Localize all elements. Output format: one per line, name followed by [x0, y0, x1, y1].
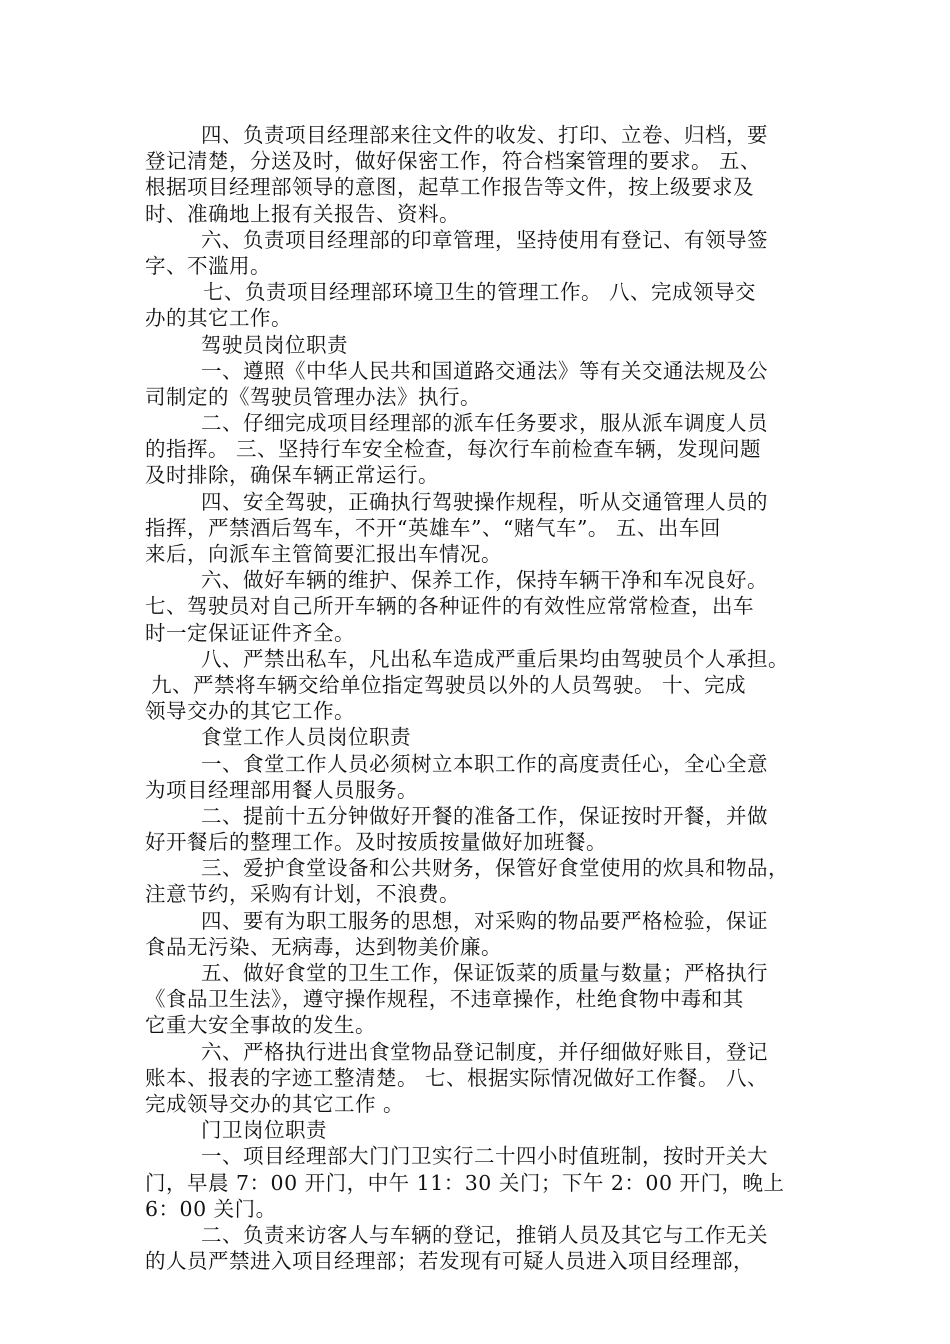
text-line: 七、负责项目经理部环境卫生的管理工作。 八、完成领导交	[203, 280, 757, 305]
text-line: 一、项目经理部大门门卫实行二十四小时值班制，按时开关大	[201, 1144, 768, 1169]
text-line: 《食品卫生法》，遵守操作规程，不违章操作，杜绝食物中毒和其	[145, 987, 744, 1012]
text-line: 六、严格执行进出食堂物品登记制度，并仔细做好账目，登记	[201, 1039, 768, 1064]
text-line: 根据项目经理部领导的意图，起草工作报告等文件，按上级要求及	[145, 175, 754, 200]
text-line: 它重大安全事故的发生。	[145, 1013, 376, 1038]
text-line: 食品无污染、无病毒，达到物美价廉。	[145, 934, 502, 959]
text-line: 为项目经理部用餐人员服务。	[145, 777, 418, 802]
document-body	[145, 122, 815, 1274]
text-line: 字、不滥用。	[145, 253, 271, 278]
text-line: 二、仔细完成项目经理部的派车任务要求，服从派车调度人员	[201, 411, 768, 436]
text-line: 九、严禁将车辆交给单位指定驾驶员以外的人员驾驶。 十、完成	[151, 672, 747, 697]
text-line: 登记清楚，分送及时，做好保密工作，符合档案管理的要求。 五、	[145, 149, 762, 174]
text-line: 二、负责来访客人与车辆的登记，推销人员及其它与工作无关	[201, 1222, 768, 1247]
text-line: 三、爱护食堂设备和公共财务，保管好食堂使用的炊具和物品，	[201, 856, 789, 881]
text-line: 6：00 关门。	[145, 1196, 277, 1221]
section-heading-driver: 驾驶员岗位职责	[201, 332, 348, 357]
text-line: 四、安全驾驶，正确执行驾驶操作规程，听从交通管理人员的	[201, 489, 768, 514]
text-line: 门，早晨 7：00 开门，中午 11：30 关门；下午 2：00 开门，晚上	[145, 1170, 785, 1195]
text-line: 五、做好食堂的卫生工作，保证饭菜的质量与数量；严格执行	[201, 961, 768, 985]
text-line: 办的其它工作。	[145, 306, 292, 331]
text-line: 账本、报表的字迹工整清楚。 七、根据实际情况做好工作餐。 八、	[145, 1065, 769, 1090]
text-line: 一、食堂工作人员必须树立本职工作的高度责任心，全心全意	[201, 751, 768, 776]
text-line: 的人员严禁进入项目经理部；若发现有可疑人员进入项目经理部，	[145, 1249, 754, 1274]
section-heading-canteen: 食堂工作人员岗位职责	[201, 725, 411, 750]
text-line: 来后，向派车主管简要汇报出车情况。	[145, 542, 502, 566]
text-line: 领导交办的其它工作。	[145, 699, 355, 724]
text-line: 时一定保证证件齐全。	[145, 620, 355, 645]
section-heading-gatekeeper: 门卫岗位职责	[201, 1118, 327, 1143]
text-line: 四、要有为职工服务的思想，对采购的物品要严格检验，保证	[201, 908, 768, 933]
text-line: 的指挥。 三、坚持行车安全检查，每次行车前检查车辆，发现问题	[145, 437, 762, 462]
text-line: 指挥，严禁酒后驾车，不开“英雄车”、“赌气车”。 五、出车回	[145, 515, 721, 540]
text-line: 及时排除，确保车辆正常运行。	[145, 463, 439, 488]
text-line: 完成领导交办的其它工作 。	[145, 1091, 405, 1116]
text-line: 司制定的《驾驶员管理办法》执行。	[145, 384, 481, 409]
text-line: 八、严禁出私车，凡出私车造成严重后果均由驾驶员个人承担。	[201, 646, 789, 671]
text-line: 二、提前十五分钟做好开餐的准备工作，保证按时开餐，并做	[201, 803, 768, 828]
text-line: 注意节约，采购有计划，不浪费。	[145, 882, 460, 907]
text-line: 六、做好车辆的维护、保养工作，保持车辆干净和车况良好。	[201, 568, 768, 593]
text-line: 一、遵照《中华人民共和国道路交通法》等有关交通法规及公	[201, 358, 768, 383]
text-line: 六、负责项目经理部的印章管理，坚持使用有登记、有领导签	[201, 227, 768, 252]
text-line: 好开餐后的整理工作。及时按质按量做好加班餐。	[145, 830, 607, 855]
text-line: 四、负责项目经理部来往文件的收发、打印、立卷、归档，要	[201, 123, 768, 147]
text-line: 七、驾驶员对自己所开车辆的各种证件的有效性应常常检查，出车	[145, 594, 754, 619]
text-line: 时、准确地上报有关报告、资料。	[145, 201, 460, 226]
